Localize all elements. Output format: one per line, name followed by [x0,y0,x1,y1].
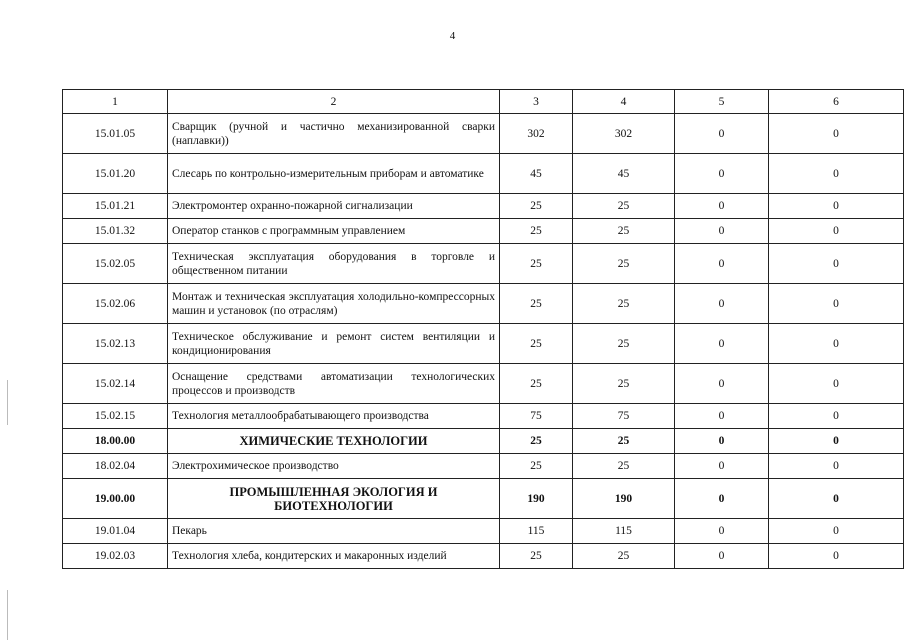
value-col3: 190 [500,479,573,519]
value-col3: 25 [500,429,573,454]
value-col4: 25 [573,324,675,364]
value-col5: 0 [675,194,769,219]
group-code: 18.00.00 [63,429,168,454]
value-col6: 0 [769,219,904,244]
table-row [63,154,904,194]
specialty-name: Техническое обслуживание и ремонт систем вентиляции и кондиционирования [168,324,500,364]
specialty-code: 15.02.05 [63,244,168,284]
table-row [63,364,904,404]
scan-margin-mark [7,590,8,640]
value-col5: 0 [675,284,769,324]
specialty-name: Техническая эксплуатация оборудования в торговле и общественном питании [168,244,500,284]
group-code: 19.00.00 [63,479,168,519]
table-row [63,194,904,219]
scan-margin-mark [7,380,8,425]
value-col4: 75 [573,404,675,429]
specialty-name: Сварщик (ручной и частично механизированной сварки (наплавки)) [168,114,500,154]
column-number: 6 [769,90,904,114]
value-col3: 25 [500,364,573,404]
value-col5: 0 [675,544,769,569]
specialty-name: Оснащение средствами автоматизации технологических процессов и производств [168,364,500,404]
table-row [63,114,904,154]
value-col3: 115 [500,519,573,544]
value-col3: 25 [500,219,573,244]
table-row [63,404,904,429]
column-number: 2 [168,90,500,114]
value-col6: 0 [769,114,904,154]
value-col6: 0 [769,519,904,544]
value-col4: 115 [573,519,675,544]
value-col3: 25 [500,284,573,324]
value-col5: 0 [675,219,769,244]
table-header-row [63,90,904,114]
value-col6: 0 [769,194,904,219]
value-col6: 0 [769,479,904,519]
value-col3: 25 [500,194,573,219]
value-col4: 25 [573,194,675,219]
table-row [63,219,904,244]
table-row [63,244,904,284]
value-col5: 0 [675,519,769,544]
specialty-name: Технология металлообрабатывающего производства [168,404,500,429]
value-col4: 25 [573,364,675,404]
value-col4: 25 [573,244,675,284]
value-col3: 302 [500,114,573,154]
value-col4: 45 [573,154,675,194]
specialty-name: Электромонтер охранно-пожарной сигнализации [168,194,500,219]
table-row [63,284,904,324]
value-col5: 0 [675,404,769,429]
value-col6: 0 [769,244,904,284]
table-row [63,324,904,364]
specialty-code: 15.01.20 [63,154,168,194]
specialty-code: 15.02.15 [63,404,168,429]
value-col4: 25 [573,284,675,324]
value-col3: 25 [500,454,573,479]
value-col6: 0 [769,324,904,364]
group-name: ПРОМЫШЛЕННАЯ ЭКОЛОГИЯ И БИОТЕХНОЛОГИИ [168,479,500,519]
value-col5: 0 [675,154,769,194]
value-col5: 0 [675,244,769,284]
specialty-name: Монтаж и техническая эксплуатация холодильно-компрессорных машин и установок (по отраслям) [168,284,500,324]
column-number: 5 [675,90,769,114]
specialty-code: 19.02.03 [63,544,168,569]
page-number: 4 [449,30,456,42]
table-row [63,519,904,544]
column-number: 1 [63,90,168,114]
value-col6: 0 [769,284,904,324]
specialty-code: 15.02.14 [63,364,168,404]
specialty-code: 15.01.05 [63,114,168,154]
specialties-table [62,89,904,569]
specialty-code: 19.01.04 [63,519,168,544]
value-col6: 0 [769,154,904,194]
value-col6: 0 [769,429,904,454]
specialty-name: Технология хлеба, кондитерских и макаронных изделий [168,544,500,569]
specialty-name: Слесарь по контрольно-измерительным приборам и автоматике [168,154,500,194]
value-col6: 0 [769,364,904,404]
specialty-code: 15.01.32 [63,219,168,244]
specialty-name: Электрохимическое производство [168,454,500,479]
specialty-code: 18.02.04 [63,454,168,479]
value-col4: 302 [573,114,675,154]
value-col3: 25 [500,244,573,284]
value-col3: 45 [500,154,573,194]
value-col6: 0 [769,544,904,569]
table-group-row [63,429,904,454]
table-row [63,544,904,569]
specialty-code: 15.01.21 [63,194,168,219]
specialty-code: 15.02.13 [63,324,168,364]
value-col5: 0 [675,324,769,364]
value-col4: 25 [573,544,675,569]
value-col5: 0 [675,114,769,154]
value-col5: 0 [675,454,769,479]
value-col4: 25 [573,219,675,244]
table-row [63,454,904,479]
value-col6: 0 [769,404,904,429]
value-col4: 25 [573,429,675,454]
value-col3: 25 [500,324,573,364]
value-col6: 0 [769,454,904,479]
table-group-row [63,479,904,519]
value-col3: 75 [500,404,573,429]
specialty-name: Пекарь [168,519,500,544]
value-col4: 25 [573,454,675,479]
specialty-code: 15.02.06 [63,284,168,324]
value-col4: 190 [573,479,675,519]
value-col5: 0 [675,429,769,454]
value-col3: 25 [500,544,573,569]
value-col5: 0 [675,364,769,404]
column-number: 4 [573,90,675,114]
specialty-name: Оператор станков с программным управлением [168,219,500,244]
column-number: 3 [500,90,573,114]
value-col5: 0 [675,479,769,519]
group-name: ХИМИЧЕСКИЕ ТЕХНОЛОГИИ [168,429,500,454]
